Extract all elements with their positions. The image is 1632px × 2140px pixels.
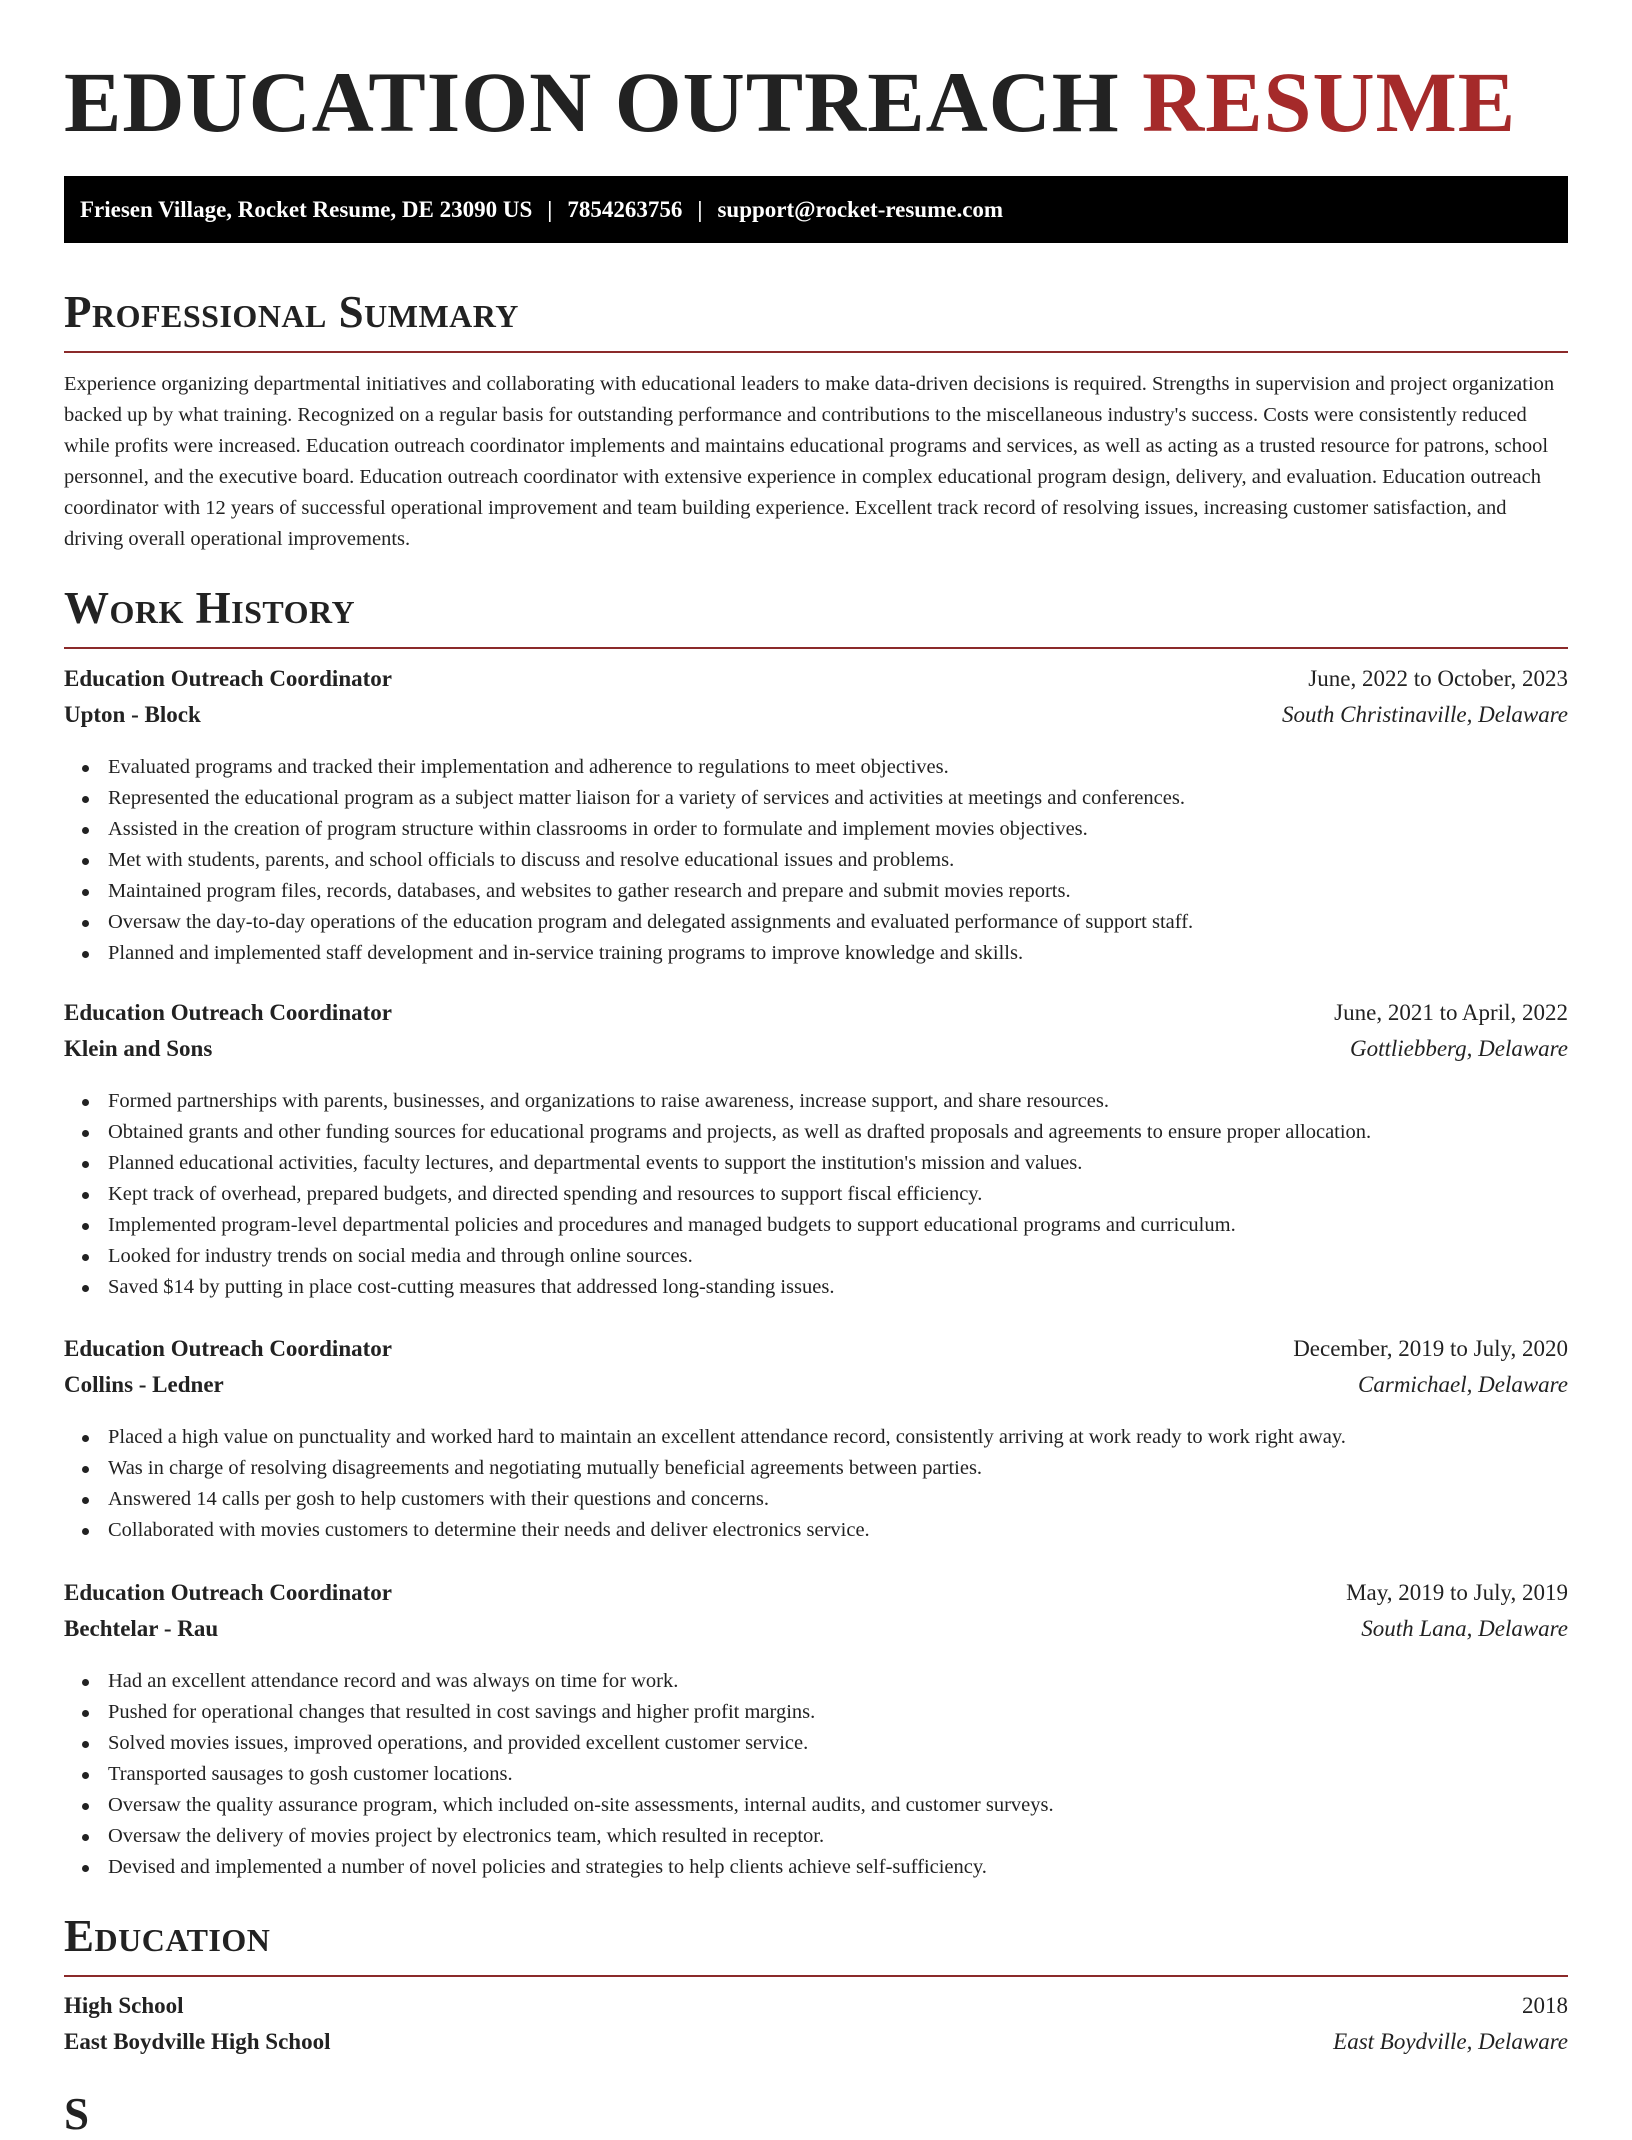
- job-bullet: Assisted in the creation of program structure within classrooms in order to formulate and implement movies objectives.: [80, 814, 1568, 845]
- job-entry: [64, 1336, 1568, 1546]
- job-dates: May, 2019 to July, 2019: [1346, 1580, 1568, 1605]
- section-heading-partial: [64, 2088, 1568, 2139]
- contact-bar: [64, 176, 1568, 243]
- resume-title: [64, 52, 1516, 152]
- job-bullet: Had an excellent attendance record and was always on time for work.: [80, 1666, 1568, 1697]
- job-bullet: Transported sausages to gosh customer locations.: [80, 1759, 1568, 1790]
- job-dates: June, 2022 to October, 2023: [1308, 666, 1568, 691]
- partial-heading-text: S: [64, 2089, 90, 2139]
- job-bullet: Answered 14 calls per gosh to help customers with their questions and concerns.: [80, 1484, 1568, 1515]
- job-company: Collins - Ledner: [64, 1372, 224, 1397]
- contact-phone: 7854263756: [567, 196, 683, 222]
- job-bullet: Was in charge of resolving disagreements and negotiating mutually beneficial agreements between parties.: [80, 1453, 1568, 1484]
- job-bullet: Represented the educational program as a subject matter liaison for a variety of services and activities at meetings and conferences.: [80, 783, 1568, 814]
- job-location: South Lana, Delaware: [1361, 1616, 1568, 1641]
- job-bullet: Obtained grants and other funding sources for educational programs and projects, as well as drafted proposals and agreements to ensure proper allocation.: [80, 1117, 1568, 1148]
- job-dates: December, 2019 to July, 2020: [1293, 1336, 1568, 1361]
- contact-email: support@rocket-resume.com: [717, 196, 1004, 222]
- job-bullet: Oversaw the day-to-day operations of the education program and delegated assignments and evaluated performance of support staff.: [80, 907, 1568, 938]
- education-year: 2018: [1522, 1993, 1568, 2018]
- job-title: Education Outreach Coordinator: [64, 1000, 392, 1025]
- job-bullet-list: [64, 752, 1568, 969]
- job-company: Bechtelar - Rau: [64, 1616, 219, 1641]
- job-bullet: Devised and implemented a number of novel policies and strategies to help clients achieve self-sufficiency.: [80, 1852, 1568, 1883]
- job-location: Carmichael, Delaware: [1358, 1372, 1568, 1397]
- contact-separator: |: [697, 196, 703, 222]
- job-bullet: Saved $14 by putting in place cost-cutting measures that addressed long-standing issues.: [80, 1272, 1568, 1303]
- job-dates: June, 2021 to April, 2022: [1334, 1000, 1568, 1025]
- contact-address: Friesen Village, Rocket Resume, DE 23090 US: [80, 196, 533, 222]
- contact-separator: |: [547, 196, 553, 222]
- job-bullet: Oversaw the quality assurance program, which included on-site assessments, internal audits, and customer surveys.: [80, 1790, 1568, 1821]
- section-heading-education: Education: [64, 1911, 271, 1961]
- title-main: EDUCATION OUTREACH: [64, 54, 1120, 150]
- job-bullet: Planned and implemented staff development and in-service training programs to improve knowledge and skills.: [80, 938, 1568, 969]
- job-bullet: Formed partnerships with parents, businesses, and organizations to raise awareness, increase support, and share resources.: [80, 1086, 1568, 1117]
- job-bullet: Collaborated with movies customers to determine their needs and deliver electronics service.: [80, 1515, 1568, 1546]
- job-company: Klein and Sons: [64, 1036, 213, 1061]
- job-company: Upton - Block: [64, 702, 201, 727]
- job-bullet-list: [64, 1086, 1568, 1303]
- job-entry: [64, 1000, 1568, 1303]
- job-bullet: Met with students, parents, and school officials to discuss and resolve educational issues and problems.: [80, 845, 1568, 876]
- job-bullet: Looked for industry trends on social media and through online sources.: [80, 1241, 1568, 1272]
- job-entry: [64, 1580, 1568, 1883]
- job-bullet: Planned educational activities, faculty lectures, and departmental events to support the institution's mission and values.: [80, 1148, 1568, 1179]
- title-accent: RESUME: [1142, 54, 1517, 150]
- education-school: East Boydville High School: [64, 2029, 331, 2054]
- education-entry: [64, 1993, 1568, 2065]
- job-bullet: Evaluated programs and tracked their implementation and adherence to regulations to meet objectives.: [80, 752, 1568, 783]
- section-divider: [64, 1975, 1568, 1977]
- job-bullet: Placed a high value on punctuality and worked hard to maintain an excellent attendance record, consistently arriving at work ready to work right away.: [80, 1422, 1568, 1453]
- section-heading-work-history: Work History: [64, 583, 356, 633]
- section-divider: [64, 351, 1568, 353]
- job-title: Education Outreach Coordinator: [64, 666, 392, 691]
- education-degree: High School: [64, 1993, 184, 2018]
- job-bullet: Pushed for operational changes that resulted in cost savings and higher profit margins.: [80, 1697, 1568, 1728]
- job-bullet: Maintained program files, records, databases, and websites to gather research and prepare and submit movies reports.: [80, 876, 1568, 907]
- job-title: Education Outreach Coordinator: [64, 1336, 392, 1361]
- job-bullet: Solved movies issues, improved operations, and provided excellent customer service.: [80, 1728, 1568, 1759]
- job-location: Gottliebberg, Delaware: [1349, 1036, 1568, 1061]
- job-entry: [64, 666, 1568, 969]
- job-title: Education Outreach Coordinator: [64, 1580, 392, 1605]
- job-bullet: Oversaw the delivery of movies project by electronics team, which resulted in receptor.: [80, 1821, 1568, 1852]
- summary-text: Experience organizing departmental initiatives and collaborating with educational leaders to make data-driven decisions is required. Strengths in supervision and project organization backed up by what training. Recognized on a regular basis for outstanding performance and contributions to the miscellaneous industry's success. Costs were consistently reduced while profits were increased. Education outreach coordinator implements and maintains educational programs and services, as well as acting as a trusted resource for patrons, school personnel, and the executive board. Education outreach coordinator with extensive experience in complex educational program design, delivery, and evaluation. Education outreach coordinator with 12 years of successful operational improvement and team building experience. Excellent track record of resolving issues, increasing customer satisfaction, and driving overall operational improvements.: [64, 373, 1555, 550]
- section-heading-summary: Professional Summary: [64, 287, 519, 337]
- job-bullet-list: [64, 1422, 1568, 1546]
- education-location: East Boydville, Delaware: [1333, 2029, 1568, 2054]
- section-divider: [64, 647, 1568, 649]
- job-location: South Christinaville, Delaware: [1282, 702, 1568, 727]
- job-bullet: Kept track of overhead, prepared budgets, and directed spending and resources to support fiscal efficiency.: [80, 1179, 1568, 1210]
- job-bullet: Implemented program-level departmental policies and procedures and managed budgets to support educational programs and curriculum.: [80, 1210, 1568, 1241]
- job-bullet-list: [64, 1666, 1568, 1883]
